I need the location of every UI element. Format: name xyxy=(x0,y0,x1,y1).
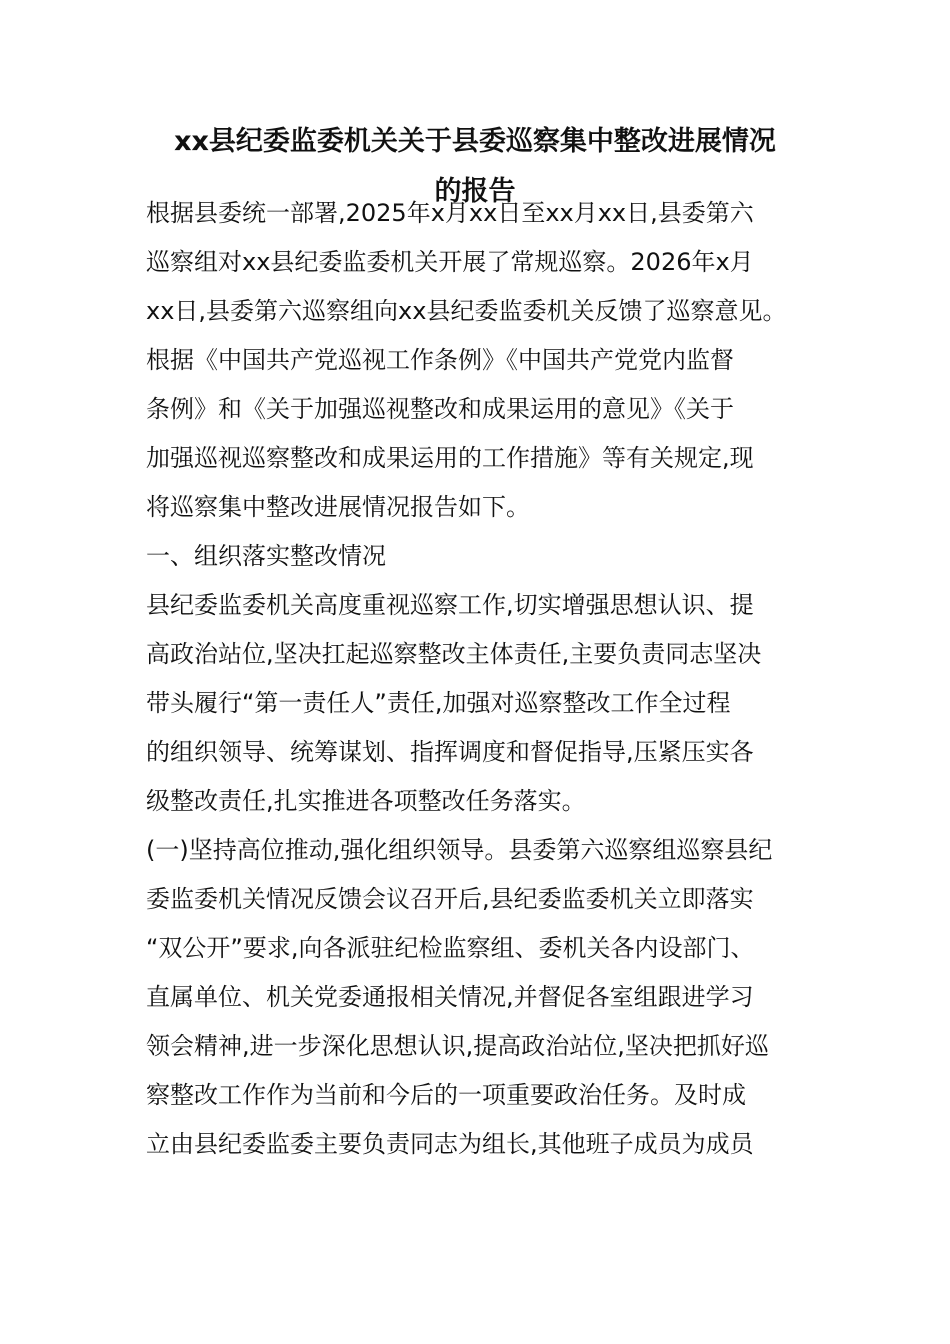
document-title-line-1: xx县纪委监委机关关于县委巡察集中整改进展情况 xyxy=(174,126,776,157)
body-line: 直属单位、机关党委通报相关情况,并督促各室组跟进学习 xyxy=(146,983,754,1011)
body-line: 委监委机关情况反馈会议召开后,县纪委监委机关立即落实 xyxy=(146,885,754,913)
body-line: xx日,县委第六巡察组向xx县纪委监委机关反馈了巡察意见。 xyxy=(146,297,787,325)
body-line: 察整改工作作为当前和今后的一项重要政治任务。及时成 xyxy=(146,1081,746,1109)
body-line: 根据县委统一部署,2025年x月xx日至xx月xx日,县委第六 xyxy=(146,199,754,227)
body-line: 根据《中国共产党巡视工作条例》《中国共产党党内监督 xyxy=(146,346,734,374)
body-line: 高政治站位,坚决扛起巡察整改主体责任,主要负责同志坚决 xyxy=(146,640,762,668)
body-line: “双公开”要求,向各派驻纪检监察组、委机关各内设部门、 xyxy=(146,934,755,962)
body-line: 立由县纪委监委主要负责同志为组长,其他班子成员为成员 xyxy=(146,1130,754,1158)
body-line: 县纪委监委机关高度重视巡察工作,切实增强思想认识、提 xyxy=(146,591,754,619)
body-line: 领会精神,进一步深化思想认识,提高政治站位,坚决把抓好巡 xyxy=(146,1032,769,1060)
body-line: 加强巡视巡察整改和成果运用的工作措施》等有关规定,现 xyxy=(146,444,754,472)
body-line: 级整改责任,扎实推进各项整改任务落实。 xyxy=(146,787,586,815)
body-line: 的组织领导、统筹谋划、指挥调度和督促指导,压紧压实各 xyxy=(146,738,754,766)
body-line: 巡察组对xx县纪委监委机关开展了常规巡察。2026年x月 xyxy=(146,248,754,276)
body-line: 条例》和《关于加强巡视整改和成果运用的意见》《关于 xyxy=(146,395,734,423)
body-line: 带头履行“第一责任人”责任,加强对巡察整改工作全过程 xyxy=(146,689,731,717)
document-title-line-2: 的报告 xyxy=(434,176,516,207)
subsection-line: (一)坚持高位推动,强化组织领导。县委第六巡察组巡察县纪 xyxy=(146,836,773,864)
body-line: 将巡察集中整改进展情况报告如下。 xyxy=(146,493,530,521)
section-heading: 一、组织落实整改情况 xyxy=(146,542,386,570)
